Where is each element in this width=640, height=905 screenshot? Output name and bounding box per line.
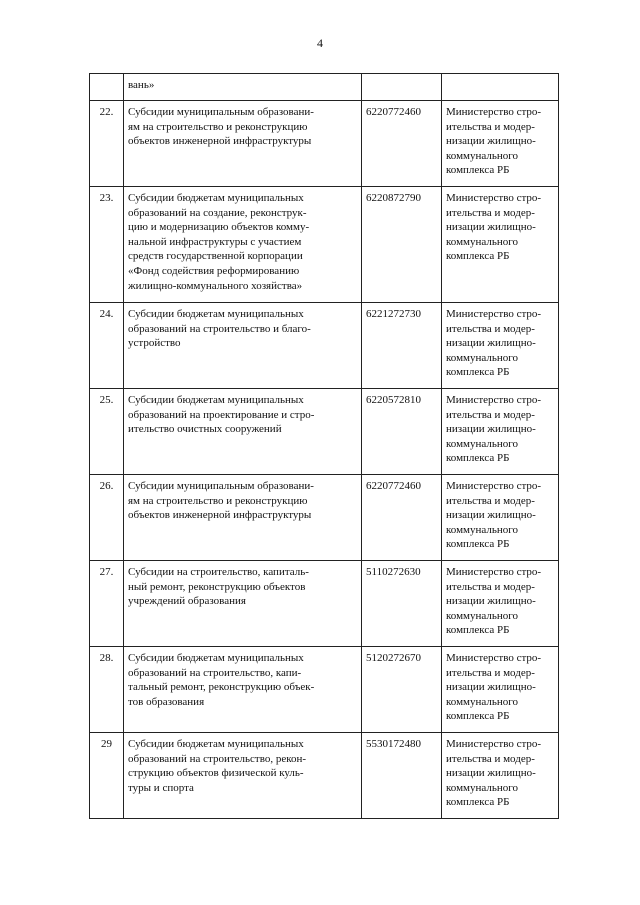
responsible-ministry: Министерство стро- ительства и модер- низации жилищно- коммунального комплекса РБ — [442, 187, 559, 303]
row-number: 23. — [90, 187, 124, 303]
table-row — [90, 303, 559, 389]
subsidy-name: Субсидии бюджетам муниципальных образований на создание, реконструк- цию и модернизацию объектов комму- нальной инфраструктуры с участием средств государственной корпорации «Фонд содействия реформированию жилищно-коммунального хозяйства» — [124, 187, 362, 303]
row-number: 24. — [90, 303, 124, 389]
table-row — [90, 475, 559, 561]
row-number: 29 — [90, 733, 124, 819]
budget-code: 5530172480 — [362, 733, 442, 819]
page-number: 4 — [317, 36, 323, 50]
subsidy-name: Субсидии бюджетам муниципальных образований на строительство, рекон- струкцию объектов физической куль- туры и спорта — [124, 733, 362, 819]
budget-code: 6220772460 — [362, 101, 442, 187]
subsidy-name: Субсидии бюджетам муниципальных образований на проектирование и стро- ительство очистных сооружений — [124, 389, 362, 475]
responsible-ministry: Министерство стро- ительства и модер- низации жилищно- коммунального комплекса РБ — [442, 389, 559, 475]
responsible-ministry: Министерство стро- ительства и модер- низации жилищно- коммунального комплекса РБ — [442, 475, 559, 561]
budget-code: 6220872790 — [362, 187, 442, 303]
row-number: 27. — [90, 561, 124, 647]
table-row-continuation — [90, 74, 559, 101]
name-cell: вань» — [124, 74, 362, 101]
subsidy-name: Субсидии муниципальным образовани- ям на строительство и реконструкцию объектов инженерной инфраструктуры — [124, 475, 362, 561]
responsible-ministry: Министерство стро- ительства и модер- низации жилищно- коммунального комплекса РБ — [442, 561, 559, 647]
row-number: 22. — [90, 101, 124, 187]
responsible-ministry: Министерство стро- ительства и модер- низации жилищно- коммунального комплекса РБ — [442, 733, 559, 819]
responsible-ministry: Министерство стро- ительства и модер- низации жилищно- коммунального комплекса РБ — [442, 647, 559, 733]
budget-code: 6220572810 — [362, 389, 442, 475]
org-cell — [442, 74, 559, 101]
num-cell — [90, 74, 124, 101]
code-cell — [362, 74, 442, 101]
row-number: 25. — [90, 389, 124, 475]
budget-code: 5110272630 — [362, 561, 442, 647]
responsible-ministry: Министерство стро- ительства и модер- низации жилищно- коммунального комплекса РБ — [442, 101, 559, 187]
row-number: 28. — [90, 647, 124, 733]
subsidies-table — [89, 73, 559, 819]
table-row — [90, 101, 559, 187]
row-number: 26. — [90, 475, 124, 561]
subsidy-name: Субсидии бюджетам муниципальных образований на строительство, капи- тальный ремонт, реконструкцию объек- тов образования — [124, 647, 362, 733]
responsible-ministry: Министерство стро- ительства и модер- низации жилищно- коммунального комплекса РБ — [442, 303, 559, 389]
table-row — [90, 187, 559, 303]
subsidy-name: Субсидии на строительство, капиталь- ный ремонт, реконструкцию объектов учреждений образования — [124, 561, 362, 647]
table-row — [90, 733, 559, 819]
table-row — [90, 389, 559, 475]
subsidy-name: Субсидии муниципальным образовани- ям на строительство и реконструкцию объектов инженерной инфраструктуры — [124, 101, 362, 187]
budget-code: 5120272670 — [362, 647, 442, 733]
budget-code: 6220772460 — [362, 475, 442, 561]
table-row — [90, 647, 559, 733]
table-row — [90, 561, 559, 647]
budget-code: 6221272730 — [362, 303, 442, 389]
subsidy-name: Субсидии бюджетам муниципальных образований на строительство и благо- устройство — [124, 303, 362, 389]
